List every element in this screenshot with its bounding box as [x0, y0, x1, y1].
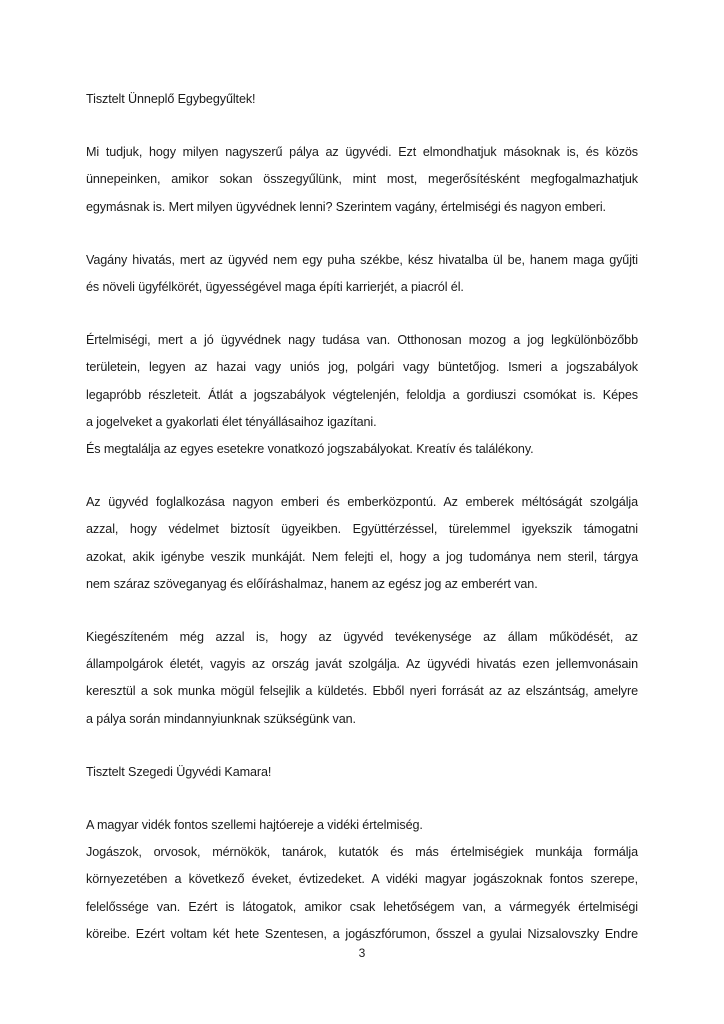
text-line: azzal, hogy védelmet biztosít ügyeikben. Együttérzéssel, türelemmel igyekszik támogatni: [86, 522, 638, 537]
text-line: felelőssége van. Ezért is látogatok, amikor csak lehetőségem van, a vármegyék értelmiségi: [86, 899, 638, 914]
text-line: Tisztelt Szegedi Ügyvédi Kamara!: [86, 764, 272, 779]
text-line: És megtalálja az egyes esetekre vonatkozó jogszabályokat. Kreatív és találékony.: [86, 442, 534, 457]
paragraph: [86, 86, 638, 113]
text-line: legapróbb részleteit. Átlát a jogszabályok végtelenjén, feloldja a gordiuszi csomókat is. Képes: [86, 387, 638, 402]
text-line: állampolgárok életét, vagyis az ország javát szolgálja. Az ügyvédi hivatás ezen jellemvonásain: [86, 657, 638, 672]
text-line: a pálya során mindannyiunknak szükségünk van.: [86, 711, 356, 726]
text-line: a jogelveket a gyakorlati élet tényállásaihoz igazítani.: [86, 414, 377, 429]
text-line: azokat, akik igénybe veszik munkáját. Nem felejti el, hogy a jog tudománya nem steril, tárgya: [86, 549, 638, 564]
text-line: és növeli ügyfélkörét, ügyességével maga építi karrierjét, a piacról él.: [86, 280, 464, 295]
text-line: keresztül a sok munka mögül felsejlik a küldetés. Ebből nyeri forrását az az elszántság, amelyre: [86, 684, 638, 699]
text-line: Vagány hivatás, mert az ügyvéd nem egy puha székbe, kész hivatalba ül be, hanem maga gyűjti: [86, 252, 638, 267]
text-line: Mi tudjuk, hogy milyen nagyszerű pálya az ügyvédi. Ezt elmondhatjuk másoknak is, és közös: [86, 145, 638, 160]
document-body: [86, 86, 638, 948]
text-line: Az ügyvéd foglalkozása nagyon emberi és emberközpontú. Az emberek méltóságát szolgálja: [86, 495, 638, 510]
text-line: területein, legyen az hazai vagy uniós jog, polgári vagy büntetőjog. Ismeri a jogszabályok: [86, 360, 638, 375]
text-line: ünnepeinken, amikor sokan összegyűlünk, mint most, megerősítésként megfogalmazhatjuk: [86, 172, 638, 187]
text-line: egymásnak is. Mert milyen ügyvédnek lenni? Szerintem vagány, értelmiségi és nagyon emberi.: [86, 199, 606, 214]
text-line: Kiegészíteném még azzal is, hogy az ügyvéd tevékenysége az állam működését, az: [86, 630, 638, 645]
text-line: Tisztelt Ünneplő Egybegyűltek!: [86, 92, 256, 106]
text-line: Jogászok, orvosok, mérnökök, tanárok, kutatók és más értelmiségiek munkája formálja: [86, 845, 638, 860]
text-line: Értelmiségi, mert a jó ügyvédnek nagy tudása van. Otthonosan mozog a jog legkülönbözőbb: [86, 333, 638, 348]
text-line: A magyar vidék fontos szellemi hajtóereje a vidéki értelmiség.: [86, 818, 423, 833]
paragraph: [86, 624, 638, 733]
paragraph: [86, 489, 638, 598]
paragraph: [86, 759, 638, 786]
page-number: 3: [358, 946, 366, 960]
text-line: környezetében a következő éveket, évtizedeket. A vidéki magyar jogászoknak fontos szerepe,: [86, 872, 638, 887]
paragraph: [86, 247, 638, 301]
paragraph: [86, 812, 638, 948]
paragraph: [86, 327, 638, 463]
paragraph: [86, 139, 638, 221]
text-line: köreibe. Ezért voltam két hete Szentesen, a jogászfórumon, ősszel a gyulai Nizsalovszky Endre: [86, 926, 638, 941]
text-line: nem száraz szöveganyag és előíráshalmaz, hanem az egész jog az emberért van.: [86, 576, 538, 591]
